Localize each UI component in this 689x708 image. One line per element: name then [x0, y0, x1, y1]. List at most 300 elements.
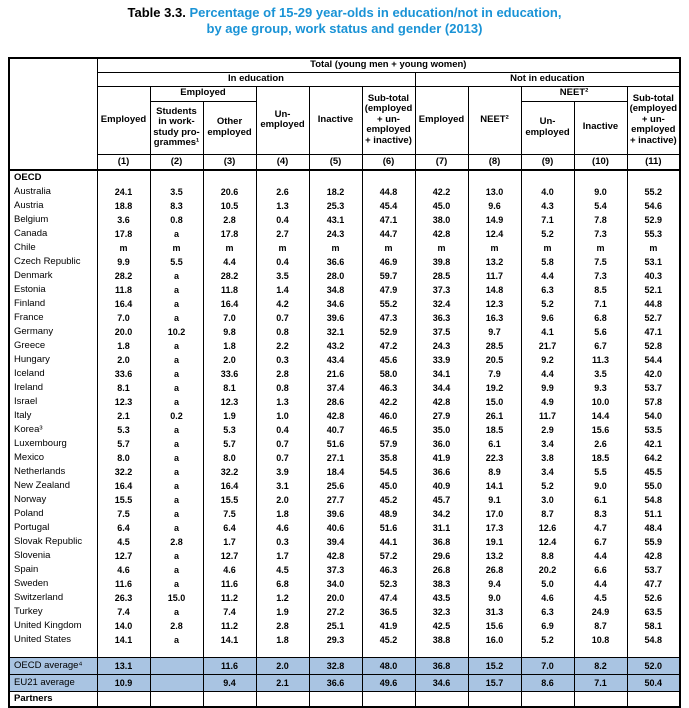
value-cell: 38.8: [415, 633, 468, 647]
value-cell: 53.7: [627, 563, 680, 577]
value-cell: 28.2: [97, 269, 150, 283]
value-cell: 8.7: [574, 619, 627, 633]
value-cell: a: [150, 339, 203, 353]
value-cell: 24.3: [415, 339, 468, 353]
value-cell: 4.6: [203, 563, 256, 577]
value-cell: 4.2: [256, 297, 309, 311]
value-cell: 39.4: [309, 535, 362, 549]
value-cell: 3.6: [97, 213, 150, 227]
country-cell: New Zealand: [9, 479, 97, 493]
value-cell: 26.8: [415, 563, 468, 577]
value-cell: 39.6: [309, 507, 362, 521]
value-cell: 41.9: [362, 619, 415, 633]
value-cell: 27.2: [309, 605, 362, 619]
value-cell: 42.8: [415, 395, 468, 409]
value-cell: 1.9: [203, 409, 256, 423]
value-cell: 1.2: [256, 591, 309, 605]
value-cell: [150, 674, 203, 691]
value-cell: [468, 647, 521, 657]
value-cell: 8.3: [574, 507, 627, 521]
header-col-5: Inactive: [309, 86, 362, 154]
value-cell: 44.8: [362, 185, 415, 199]
value-cell: 11.2: [203, 591, 256, 605]
value-cell: 32.3: [415, 605, 468, 619]
value-cell: a: [150, 283, 203, 297]
value-cell: 13.1: [97, 657, 150, 674]
header-col-11: Sub-total (employed + un-employed + inactive): [627, 86, 680, 154]
value-cell: 34.8: [309, 283, 362, 297]
value-cell: 24.9: [574, 605, 627, 619]
value-cell: 24.1: [97, 185, 150, 199]
value-cell: 7.3: [574, 269, 627, 283]
value-cell: 1.3: [256, 395, 309, 409]
value-cell: [627, 170, 680, 185]
value-cell: 54.8: [627, 633, 680, 647]
table-row: [9, 451, 680, 465]
value-cell: m: [256, 241, 309, 255]
value-cell: [256, 691, 309, 707]
value-cell: a: [150, 605, 203, 619]
country-cell: Austria: [9, 199, 97, 213]
value-cell: 9.2: [521, 353, 574, 367]
header-in-education: In education: [97, 72, 415, 86]
value-cell: 44.8: [627, 297, 680, 311]
value-cell: 8.1: [203, 381, 256, 395]
country-cell: Sweden: [9, 577, 97, 591]
value-cell: [150, 691, 203, 707]
value-cell: 28.6: [309, 395, 362, 409]
value-cell: [256, 647, 309, 657]
country-cell: Canada: [9, 227, 97, 241]
col-number: (6): [362, 154, 415, 170]
value-cell: 4.4: [574, 577, 627, 591]
value-cell: 19.2: [468, 381, 521, 395]
country-cell: Estonia: [9, 283, 97, 297]
value-cell: 42.1: [627, 437, 680, 451]
value-cell: [97, 691, 150, 707]
value-cell: 8.1: [97, 381, 150, 395]
country-cell: Iceland: [9, 367, 97, 381]
value-cell: m: [521, 241, 574, 255]
value-cell: 1.4: [256, 283, 309, 297]
header-col-10: Inactive: [574, 101, 627, 154]
col-number: (5): [309, 154, 362, 170]
value-cell: 53.5: [627, 423, 680, 437]
value-cell: 2.8: [256, 367, 309, 381]
country-cell: Mexico: [9, 451, 97, 465]
value-cell: 45.0: [362, 479, 415, 493]
value-cell: 4.0: [521, 185, 574, 199]
table-row: [9, 507, 680, 521]
table-row: [9, 283, 680, 297]
value-cell: 9.4: [203, 674, 256, 691]
value-cell: 45.4: [362, 199, 415, 213]
table-row: [9, 325, 680, 339]
value-cell: 6.8: [256, 577, 309, 591]
value-cell: [150, 657, 203, 674]
value-cell: 1.3: [256, 199, 309, 213]
value-cell: [521, 647, 574, 657]
table-row: [9, 619, 680, 633]
value-cell: 0.8: [256, 325, 309, 339]
value-cell: 4.7: [574, 521, 627, 535]
header-col-2: Students in work-study pro-grammes¹: [150, 101, 203, 154]
table-row: [9, 255, 680, 269]
value-cell: 12.3: [203, 395, 256, 409]
value-cell: 9.4: [468, 577, 521, 591]
value-cell: a: [150, 549, 203, 563]
value-cell: 47.1: [627, 325, 680, 339]
value-cell: 9.3: [574, 381, 627, 395]
value-cell: 48.4: [627, 521, 680, 535]
value-cell: 5.2: [521, 479, 574, 493]
value-cell: 63.5: [627, 605, 680, 619]
value-cell: 46.9: [362, 255, 415, 269]
value-cell: 14.4: [574, 409, 627, 423]
value-cell: m: [415, 241, 468, 255]
value-cell: 15.7: [468, 674, 521, 691]
value-cell: [309, 691, 362, 707]
title-line-1: [0, 5, 689, 21]
value-cell: 4.6: [256, 521, 309, 535]
value-cell: 55.9: [627, 535, 680, 549]
value-cell: 17.3: [468, 521, 521, 535]
value-cell: 18.5: [574, 451, 627, 465]
country-cell: Germany: [9, 325, 97, 339]
value-cell: 11.7: [468, 269, 521, 283]
value-cell: 48.0: [362, 657, 415, 674]
table-row: [9, 241, 680, 255]
country-cell: Australia: [9, 185, 97, 199]
value-cell: 26.3: [97, 591, 150, 605]
table-row: [9, 381, 680, 395]
value-cell: 29.6: [415, 549, 468, 563]
value-cell: 24.3: [309, 227, 362, 241]
value-cell: 45.5: [627, 465, 680, 479]
value-cell: 5.7: [97, 437, 150, 451]
value-cell: [574, 647, 627, 657]
value-cell: 2.1: [256, 674, 309, 691]
col-number: (11): [627, 154, 680, 170]
value-cell: m: [97, 241, 150, 255]
value-cell: 3.4: [521, 437, 574, 451]
country-cell: Slovenia: [9, 549, 97, 563]
value-cell: 55.0: [627, 479, 680, 493]
value-cell: 10.0: [574, 395, 627, 409]
value-cell: 20.2: [521, 563, 574, 577]
value-cell: 35.0: [415, 423, 468, 437]
value-cell: a: [150, 507, 203, 521]
value-cell: 52.0: [627, 657, 680, 674]
value-cell: 0.7: [256, 437, 309, 451]
value-cell: 5.2: [521, 297, 574, 311]
value-cell: 45.6: [362, 353, 415, 367]
value-cell: 47.3: [362, 311, 415, 325]
col-number: (3): [203, 154, 256, 170]
value-cell: a: [150, 423, 203, 437]
value-cell: 58.1: [627, 619, 680, 633]
value-cell: 52.3: [362, 577, 415, 591]
value-cell: 36.5: [362, 605, 415, 619]
value-cell: 7.4: [203, 605, 256, 619]
value-cell: 16.0: [468, 633, 521, 647]
value-cell: 8.5: [574, 283, 627, 297]
value-cell: [203, 647, 256, 657]
value-cell: 1.7: [256, 549, 309, 563]
value-cell: 3.8: [521, 451, 574, 465]
value-cell: a: [150, 381, 203, 395]
value-cell: 19.1: [468, 535, 521, 549]
value-cell: 2.0: [97, 353, 150, 367]
value-cell: 46.5: [362, 423, 415, 437]
value-cell: 64.2: [627, 451, 680, 465]
value-cell: 4.5: [97, 535, 150, 549]
value-cell: a: [150, 395, 203, 409]
value-cell: 8.9: [468, 465, 521, 479]
value-cell: 7.8: [574, 213, 627, 227]
country-cell: OECD average⁴: [9, 657, 97, 674]
value-cell: 2.7: [256, 227, 309, 241]
value-cell: 7.0: [203, 311, 256, 325]
country-cell: Spain: [9, 563, 97, 577]
value-cell: a: [150, 353, 203, 367]
value-cell: 54.8: [627, 493, 680, 507]
value-cell: 8.0: [97, 451, 150, 465]
table-row: [9, 339, 680, 353]
table-row: [9, 423, 680, 437]
value-cell: 46.3: [362, 563, 415, 577]
value-cell: 42.8: [627, 549, 680, 563]
value-cell: 37.4: [309, 381, 362, 395]
col-number: (8): [468, 154, 521, 170]
value-cell: 2.0: [256, 493, 309, 507]
value-cell: 42.8: [309, 549, 362, 563]
value-cell: 42.2: [362, 395, 415, 409]
country-cell: France: [9, 311, 97, 325]
value-cell: 36.3: [415, 311, 468, 325]
value-cell: 4.1: [521, 325, 574, 339]
table-row: [9, 549, 680, 563]
value-cell: 45.7: [415, 493, 468, 507]
country-cell: Partners: [9, 691, 97, 707]
value-cell: 9.6: [468, 199, 521, 213]
value-cell: 25.1: [309, 619, 362, 633]
value-cell: 38.3: [415, 577, 468, 591]
value-cell: 2.0: [203, 353, 256, 367]
value-cell: 14.1: [97, 633, 150, 647]
value-cell: 8.6: [521, 674, 574, 691]
value-cell: 41.9: [415, 451, 468, 465]
value-cell: 42.8: [415, 227, 468, 241]
value-cell: 34.0: [309, 577, 362, 591]
table-row: [9, 465, 680, 479]
table-row: [9, 577, 680, 591]
value-cell: a: [150, 269, 203, 283]
value-cell: 26.1: [468, 409, 521, 423]
value-cell: 4.4: [521, 367, 574, 381]
country-cell: Italy: [9, 409, 97, 423]
title-main: Percentage of 15-29 year-olds in education/not in education,: [189, 5, 562, 20]
value-cell: 14.1: [468, 479, 521, 493]
value-cell: 0.8: [150, 213, 203, 227]
table-row: [9, 535, 680, 549]
value-cell: 59.7: [362, 269, 415, 283]
value-cell: 58.0: [362, 367, 415, 381]
value-cell: 38.0: [415, 213, 468, 227]
value-cell: 53.1: [627, 255, 680, 269]
value-cell: 8.0: [203, 451, 256, 465]
value-cell: 2.8: [203, 213, 256, 227]
value-cell: m: [309, 241, 362, 255]
value-cell: 15.5: [203, 493, 256, 507]
value-cell: [309, 170, 362, 185]
value-cell: 0.8: [256, 381, 309, 395]
value-cell: 7.5: [574, 255, 627, 269]
table-row: [9, 199, 680, 213]
value-cell: 28.2: [203, 269, 256, 283]
table-body: [9, 170, 680, 707]
value-cell: 0.4: [256, 213, 309, 227]
value-cell: 34.6: [309, 297, 362, 311]
value-cell: 43.5: [415, 591, 468, 605]
value-cell: 36.8: [415, 535, 468, 549]
value-cell: 12.7: [97, 549, 150, 563]
value-cell: 0.4: [256, 423, 309, 437]
table-row: [9, 674, 680, 691]
value-cell: 32.8: [309, 657, 362, 674]
value-cell: 18.4: [309, 465, 362, 479]
value-cell: 42.5: [415, 619, 468, 633]
header-total: Total (young men + young women): [97, 58, 680, 72]
table-title: [0, 5, 689, 37]
value-cell: 52.8: [627, 339, 680, 353]
value-cell: [256, 170, 309, 185]
value-cell: 34.4: [415, 381, 468, 395]
value-cell: 44.1: [362, 535, 415, 549]
value-cell: 47.1: [362, 213, 415, 227]
value-cell: 52.1: [627, 283, 680, 297]
value-cell: 15.2: [468, 657, 521, 674]
value-cell: 26.8: [468, 563, 521, 577]
value-cell: [415, 691, 468, 707]
value-cell: 14.8: [468, 283, 521, 297]
value-cell: 6.3: [521, 283, 574, 297]
value-cell: 7.1: [521, 213, 574, 227]
value-cell: 52.9: [362, 325, 415, 339]
value-cell: 36.6: [309, 255, 362, 269]
value-cell: 5.3: [97, 423, 150, 437]
value-cell: 39.8: [415, 255, 468, 269]
value-cell: 2.8: [150, 535, 203, 549]
value-cell: 11.6: [203, 657, 256, 674]
country-cell: Israel: [9, 395, 97, 409]
value-cell: 34.1: [415, 367, 468, 381]
value-cell: 40.7: [309, 423, 362, 437]
value-cell: 8.7: [521, 507, 574, 521]
value-cell: 11.6: [203, 577, 256, 591]
value-cell: 10.5: [203, 199, 256, 213]
table-row: [9, 493, 680, 507]
country-cell: Slovak Republic: [9, 535, 97, 549]
value-cell: 50.4: [627, 674, 680, 691]
value-cell: a: [150, 227, 203, 241]
value-cell: 40.3: [627, 269, 680, 283]
value-cell: 2.1: [97, 409, 150, 423]
value-cell: 3.9: [256, 465, 309, 479]
value-cell: 21.7: [521, 339, 574, 353]
value-cell: 52.7: [627, 311, 680, 325]
value-cell: 5.2: [521, 227, 574, 241]
value-cell: 40.9: [415, 479, 468, 493]
value-cell: 12.6: [521, 521, 574, 535]
value-cell: 33.6: [203, 367, 256, 381]
value-cell: 1.8: [256, 633, 309, 647]
country-cell: Portugal: [9, 521, 97, 535]
value-cell: 34.6: [415, 674, 468, 691]
country-cell: Denmark: [9, 269, 97, 283]
country-cell: EU21 average: [9, 674, 97, 691]
value-cell: 20.0: [309, 591, 362, 605]
value-cell: 3.1: [256, 479, 309, 493]
country-cell: Belgium: [9, 213, 97, 227]
header-not-in-education: Not in education: [415, 72, 680, 86]
value-cell: m: [574, 241, 627, 255]
table-row: [9, 605, 680, 619]
value-cell: 12.3: [468, 297, 521, 311]
value-cell: 13.2: [468, 255, 521, 269]
value-cell: 9.0: [468, 591, 521, 605]
value-cell: 0.2: [150, 409, 203, 423]
value-cell: 4.5: [574, 591, 627, 605]
value-cell: 3.5: [256, 269, 309, 283]
table-row: [9, 185, 680, 199]
country-cell: Norway: [9, 493, 97, 507]
value-cell: a: [150, 479, 203, 493]
value-cell: 42.0: [627, 367, 680, 381]
value-cell: 6.3: [521, 605, 574, 619]
value-cell: 5.3: [203, 423, 256, 437]
header-col-9: Un-employed: [521, 101, 574, 154]
value-cell: 7.1: [574, 674, 627, 691]
value-cell: 25.6: [309, 479, 362, 493]
value-cell: 17.8: [203, 227, 256, 241]
value-cell: 11.6: [97, 577, 150, 591]
value-cell: 21.6: [309, 367, 362, 381]
country-cell: Greece: [9, 339, 97, 353]
col-number: (7): [415, 154, 468, 170]
value-cell: 45.2: [362, 633, 415, 647]
value-cell: 52.6: [627, 591, 680, 605]
value-cell: 16.3: [468, 311, 521, 325]
value-cell: 7.4: [97, 605, 150, 619]
value-cell: 15.6: [468, 619, 521, 633]
value-cell: 47.4: [362, 591, 415, 605]
country-cell: Finland: [9, 297, 97, 311]
value-cell: 2.2: [256, 339, 309, 353]
value-cell: [415, 647, 468, 657]
value-cell: 32.2: [203, 465, 256, 479]
value-cell: 5.0: [521, 577, 574, 591]
value-cell: 14.0: [97, 619, 150, 633]
value-cell: a: [150, 451, 203, 465]
value-cell: [468, 691, 521, 707]
col-number: (4): [256, 154, 309, 170]
table-row: [9, 227, 680, 241]
value-cell: 54.6: [627, 199, 680, 213]
value-cell: [150, 647, 203, 657]
country-cell: OECD: [9, 170, 97, 185]
value-cell: m: [203, 241, 256, 255]
